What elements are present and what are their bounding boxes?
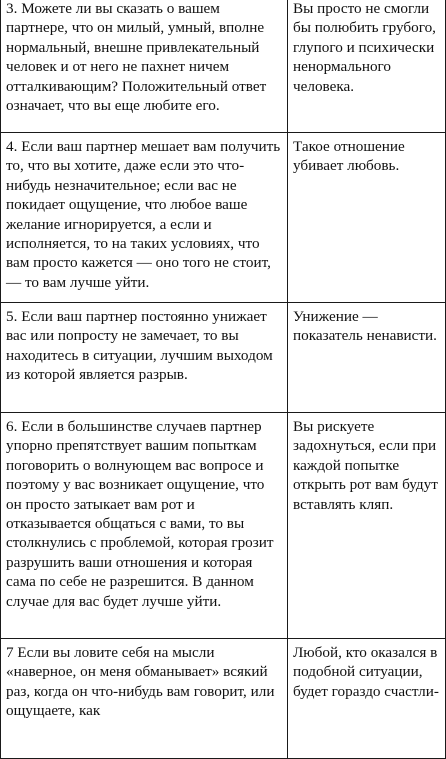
- question-cell: 3. Можете ли вы сказать о вашем партнере, что он милый, умный, вполне нормальный, внешне привлекательный человек и от него не пахнет ничем отталкивающим? Положительный ответ означает, что вы еще любите его.: [1, 0, 288, 133]
- table-row: [1, 413, 446, 639]
- comment-cell: Любой, кто оказался в подобной ситуации, будет гораздо счастли-: [288, 639, 446, 759]
- table-row: [1, 0, 446, 133]
- table-row: [1, 303, 446, 413]
- question-cell: 5. Если ваш партнер постоянно унижает вас или попросту не замечает, то вы находитесь в ситуации, лучшим выходом из которой является разрыв.: [1, 303, 288, 413]
- comment-cell: Такое отношение убивает любовь.: [288, 133, 446, 303]
- table-row: [1, 639, 446, 759]
- comment-cell: Вы просто не смогли бы полюбить грубого, глупого и психически ненормального человека.: [288, 0, 446, 133]
- comment-cell: Вы рискуете задохнуться, если при каждой попытке открыть рот вам будут вставлять кляп.: [288, 413, 446, 639]
- question-cell: 4. Если ваш партнер мешает вам получить то, что вы хотите, даже если это что-нибудь незначительное; если вас не покидает ощущение, что любое ваше желание игнорируется, а если и исполняется, то на таких условиях, что вам просто кажется — оно того не стоит, — то вам лучше уйти.: [1, 133, 288, 303]
- question-cell: 7 Если вы ловите себя на мысли «наверное, он меня обманывает» всякий раз, когда он что-нибудь вам говорит, или ощущаете, как: [1, 639, 288, 759]
- question-cell: 6. Если в большинстве случаев партнер упорно препятствует вашим попыткам поговорить о волнующем вас вопросе и поэтому у вас возникает ощущение, что он просто затыкает вам рот и отказывается общаться с вами, то вы столкнулись с проблемой, которая грозит разрушить ваши отношения и которая сама по себе не разрешится. В данном случае для вас будет лучше уйти.: [1, 413, 288, 639]
- table-row: [1, 133, 446, 303]
- comment-cell: Унижение — показатель ненависти.: [288, 303, 446, 413]
